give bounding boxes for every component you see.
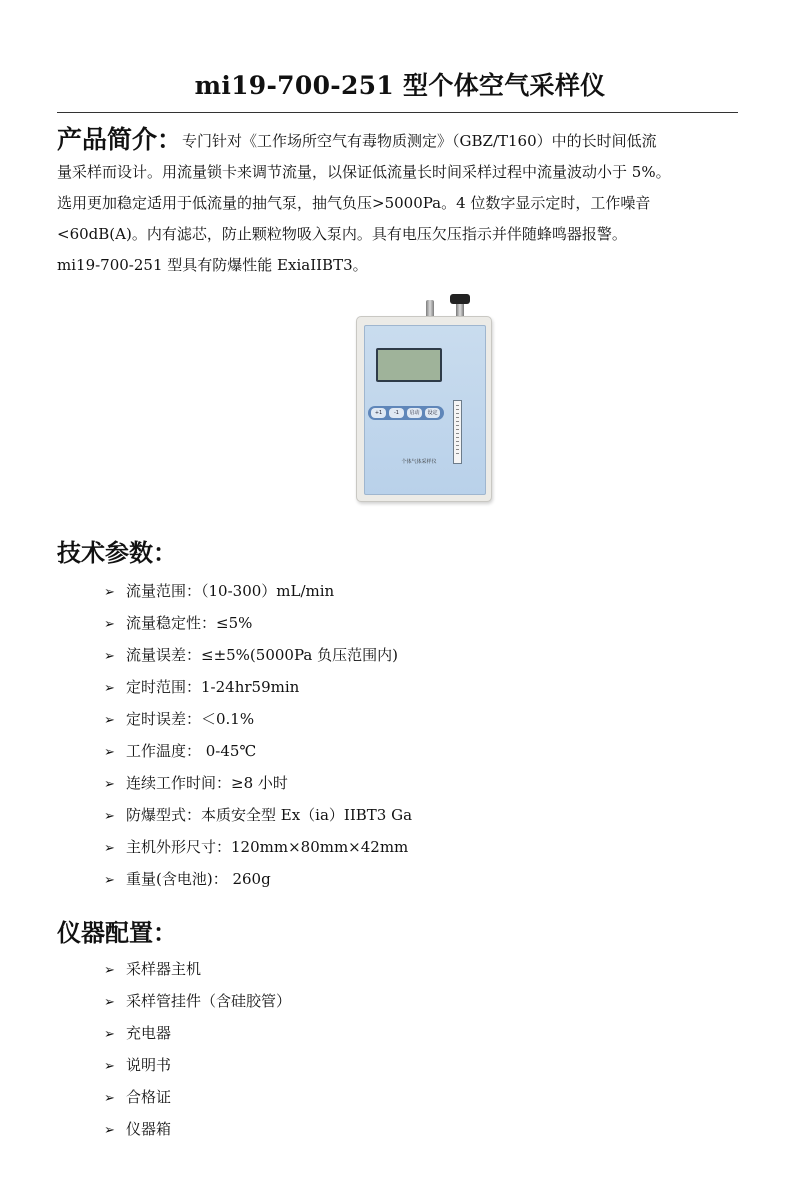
device-lcd-screen: [376, 348, 442, 382]
bullet-arrow-icon: ➢: [104, 649, 115, 664]
bullet-arrow-icon: ➢: [104, 1091, 115, 1106]
device-label: 个体气体采样仪: [401, 459, 437, 465]
list-item: ➢ 采样器主机: [104, 953, 291, 985]
list-item: ➢ 工作温度： 0-45℃: [104, 735, 412, 767]
intro-line-1: [57, 124, 743, 157]
device-button: -1: [389, 408, 404, 418]
title-divider: [57, 112, 738, 113]
bullet-arrow-icon: ➢: [104, 745, 115, 760]
device-button: 设定: [425, 408, 440, 418]
tech-list: [104, 575, 412, 895]
list-item: ➢ 连续工作时间：≥8 小时: [104, 767, 412, 799]
intro-line-4: <60dB(A)。内有滤芯，防止颗粒物吸入泵内。具有电压欠压指示并伴随蜂鸣器报警。: [57, 225, 627, 243]
bullet-arrow-icon: ➢: [104, 873, 115, 888]
bullet-arrow-icon: ➢: [104, 777, 115, 792]
bullet-arrow-icon: ➢: [104, 1123, 115, 1138]
bullet-arrow-icon: ➢: [104, 617, 115, 632]
device-button: +1: [371, 408, 386, 418]
list-item: ➢ 定时误差：＜0.1%: [104, 703, 412, 735]
config-heading: 仪器配置：: [57, 919, 177, 947]
intro-line-5: mi19-700-251 型具有防爆性能 ExiaIIBT3。: [57, 256, 368, 274]
bullet-arrow-icon: ➢: [104, 841, 115, 856]
device-photo: [356, 294, 490, 500]
device-flow-tube: [453, 400, 462, 464]
device-button-strip: [368, 406, 444, 420]
list-item: ➢ 防爆型式：本质安全型 Ex（ia）IIBT3 Ga: [104, 799, 412, 831]
page-title: mi19-700-251 型个体空气采样仪: [194, 71, 606, 100]
list-item: ➢ 流量稳定性：≤5%: [104, 607, 412, 639]
device-knob: [450, 294, 470, 304]
bullet-arrow-icon: ➢: [104, 585, 115, 600]
bullet-arrow-icon: ➢: [104, 995, 115, 1010]
list-item: ➢ 说明书: [104, 1049, 291, 1081]
intro-line-2: 量采样而设计。用流量锁卡来调节流量，以保证低流量长时间采样过程中流量波动小于 5%。: [57, 163, 671, 181]
list-item: ➢ 采样管挂件（含硅胶管）: [104, 985, 291, 1017]
bullet-arrow-icon: ➢: [104, 681, 115, 696]
bullet-arrow-icon: ➢: [104, 809, 115, 824]
device-button: 启动: [407, 408, 422, 418]
device-panel: [364, 325, 486, 495]
device-body: [356, 316, 492, 502]
bullet-arrow-icon: ➢: [104, 963, 115, 978]
list-item: ➢ 定时范围：1-24hr59min: [104, 671, 412, 703]
intro-heading: 产品简介：: [57, 125, 183, 154]
intro-text: 专门针对《工作场所空气有毒物质测定》（GBZ/T160）中的长时间低流: [182, 132, 657, 150]
bullet-arrow-icon: ➢: [104, 1027, 115, 1042]
bullet-arrow-icon: ➢: [104, 1059, 115, 1074]
intro-line-3: 选用更加稳定适用于低流量的抽气泵，抽气负压>5000Pa。4 位数字显示定时，工作噪音: [57, 194, 651, 212]
intro-section: [57, 124, 743, 281]
list-item: ➢ 流量误差：≤±5%(5000Pa 负压范围内): [104, 639, 412, 671]
list-item: ➢ 主机外形尺寸：120mm×80mm×42mm: [104, 831, 412, 863]
list-item: ➢ 充电器: [104, 1017, 291, 1049]
list-item: ➢ 合格证: [104, 1081, 291, 1113]
tech-heading: 技术参数：: [57, 539, 177, 567]
bullet-arrow-icon: ➢: [104, 713, 115, 728]
list-item: ➢ 仪器箱: [104, 1113, 291, 1145]
list-item: ➢ 流量范围：（10-300）mL/min: [104, 575, 412, 607]
config-list: [104, 953, 291, 1145]
list-item: ➢ 重量(含电池)： 260g: [104, 863, 412, 895]
